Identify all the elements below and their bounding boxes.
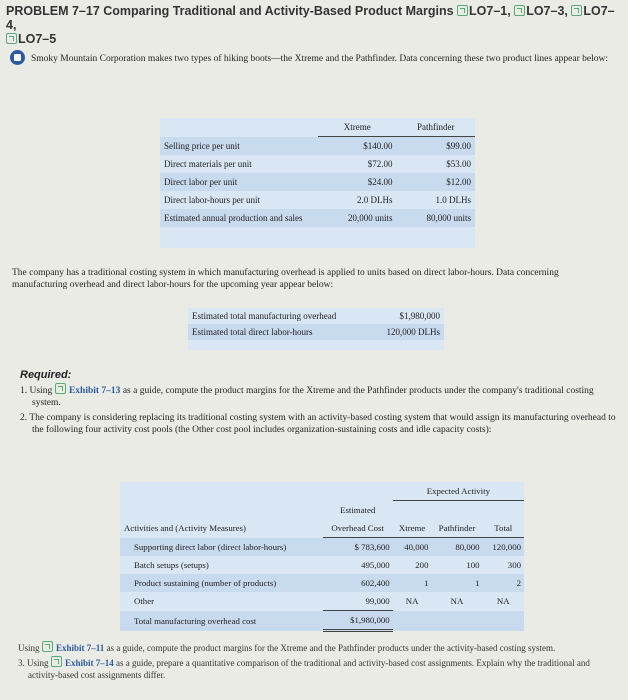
pathfinder-value: $12.00 bbox=[397, 173, 476, 191]
followup-list bbox=[6, 641, 618, 683]
item-text: as a guide, compute the product margins for the Xtreme and the Pathfinder products under the company's traditional costing system. bbox=[32, 386, 594, 408]
link-icon[interactable] bbox=[6, 33, 17, 44]
pathfinder-activity: NA bbox=[450, 596, 464, 607]
table-row bbox=[188, 308, 444, 324]
overhead-table bbox=[188, 308, 444, 350]
item-number: 2. bbox=[20, 413, 28, 423]
required-list bbox=[20, 383, 616, 439]
table-row bbox=[160, 137, 475, 156]
item-text: as a guide, compute the product margins for the Xtreme and the Pathfinder products under the activity-based costing system. bbox=[106, 643, 556, 653]
pathfinder-value: $99.00 bbox=[397, 137, 476, 156]
exhibit-link[interactable]: Exhibit 7–14 bbox=[65, 658, 114, 668]
overhead-cost: 495,000 bbox=[361, 560, 390, 570]
required-heading: Required: bbox=[20, 369, 72, 381]
row-value: 120,000 DLHs bbox=[386, 327, 440, 337]
table-row bbox=[120, 574, 524, 592]
xtreme-activity: 40,000 bbox=[393, 538, 432, 557]
row-label: Estimated total direct labor-hours bbox=[192, 327, 313, 337]
header-pathfinder: Pathfinder bbox=[397, 118, 476, 137]
table-row bbox=[160, 191, 475, 209]
problem-badge-icon bbox=[10, 50, 25, 65]
header-xtreme: Xtreme bbox=[318, 118, 397, 137]
pathfinder-value: $53.00 bbox=[446, 159, 471, 169]
activities-header: Activities and (Activity Measures) bbox=[124, 523, 246, 534]
problem-heading: PROBLEM 7–17 Comparing Traditional and Activity-Based Product Margins bbox=[6, 4, 454, 18]
intro-paragraph bbox=[10, 50, 616, 66]
total-activity: 120,000 bbox=[483, 538, 524, 557]
objective-2[interactable]: LO7–3, bbox=[526, 4, 568, 18]
link-icon[interactable] bbox=[514, 5, 525, 16]
overhead-cost-header: Overhead Cost bbox=[323, 519, 393, 538]
total-activity: 300 bbox=[507, 560, 521, 570]
list-item bbox=[20, 412, 616, 436]
row-label: Direct labor per unit bbox=[160, 173, 318, 191]
traditional-costing-paragraph: The company has a traditional costing system in which manufacturing overhead is applied to units based on direct labor-hours. Data concerning manufacturing overhead and direct labor-hours for the upcoming year appear below: bbox=[12, 268, 559, 290]
estimated-header: Estimated bbox=[340, 504, 376, 515]
expected-activity-header: Expected Activity bbox=[393, 482, 524, 501]
xtreme-activity: 1 bbox=[393, 574, 432, 592]
row-label: Selling price per unit bbox=[160, 137, 318, 156]
xtreme-value: $140.00 bbox=[318, 137, 397, 156]
overhead-cost: $1,980,000 bbox=[323, 611, 393, 631]
xtreme-header: Xtreme bbox=[393, 519, 432, 538]
row-value: $1,980,000 bbox=[399, 311, 440, 321]
activity-label: Batch setups (setups) bbox=[134, 560, 209, 570]
exhibit-link[interactable]: Exhibit 7–13 bbox=[68, 386, 121, 396]
item-number: 3. bbox=[18, 658, 25, 668]
pathfinder-header: Pathfinder bbox=[431, 519, 482, 538]
row-label: Estimated total manufacturing overhead bbox=[192, 311, 337, 321]
item-pre: Using bbox=[18, 643, 40, 653]
xtreme-value: 20,000 units bbox=[318, 209, 397, 227]
total-activity: NA bbox=[496, 596, 510, 607]
table-row bbox=[160, 173, 475, 191]
objective-3[interactable]: LO7–4, bbox=[6, 4, 615, 32]
list-item bbox=[20, 383, 616, 409]
table-row bbox=[120, 592, 524, 611]
row-label: Estimated annual production and sales bbox=[160, 209, 318, 227]
xtreme-activity: NA bbox=[405, 596, 419, 607]
exhibit-link-icon[interactable] bbox=[55, 383, 66, 394]
xtreme-value: $24.00 bbox=[318, 173, 397, 191]
activity-cost-table bbox=[120, 482, 524, 626]
list-item bbox=[6, 656, 618, 681]
xtreme-activity: 200 bbox=[415, 560, 429, 570]
item-pre: Using bbox=[27, 658, 49, 668]
objective-4[interactable]: LO7–5 bbox=[18, 32, 57, 46]
exhibit-link[interactable]: Exhibit 7–11 bbox=[56, 643, 105, 653]
list-item bbox=[6, 641, 618, 654]
row-label: Direct materials per unit bbox=[164, 159, 252, 169]
overhead-cost: $ 783,600 bbox=[323, 538, 393, 557]
activity-label: Supporting direct labor (direct labor-hours) bbox=[120, 538, 323, 557]
exhibit-link-icon[interactable] bbox=[42, 641, 53, 652]
overhead-cost: 602,400 bbox=[323, 574, 393, 592]
xtreme-value: $72.00 bbox=[367, 159, 393, 169]
item-pre: Using bbox=[29, 386, 53, 396]
problem-title bbox=[6, 4, 616, 46]
pathfinder-value: 80,000 units bbox=[397, 209, 476, 227]
pathfinder-activity: 80,000 bbox=[431, 538, 482, 557]
item-text: The company is considering replacing its traditional costing system with an activity-based costing system that would assign its manufacturing overhead to the following four activity cost pools (the Other cost pool includes organization-sustaining costs and idle capacity costs): bbox=[29, 413, 616, 435]
item-number: 1. bbox=[20, 386, 28, 396]
item-text: as a guide, prepare a quantitative comparison of the traditional and activity-based cost assignments. Explain why the traditional and activity-based cost assignments differ. bbox=[28, 658, 590, 680]
overhead-cost: 99,000 bbox=[323, 592, 393, 611]
table-row bbox=[120, 556, 524, 574]
product-data-table bbox=[160, 118, 475, 248]
activity-label: Total manufacturing overhead cost bbox=[120, 611, 323, 631]
table-row bbox=[160, 155, 475, 173]
pathfinder-activity: 100 bbox=[466, 560, 480, 570]
link-icon[interactable] bbox=[457, 5, 468, 16]
objective-1[interactable]: LO7–1, bbox=[469, 4, 511, 18]
table-row bbox=[120, 611, 524, 631]
exhibit-link-icon[interactable] bbox=[51, 656, 62, 667]
table-row bbox=[120, 538, 524, 557]
table-row bbox=[160, 209, 475, 227]
table-row bbox=[188, 324, 444, 340]
activity-label: Other bbox=[134, 596, 155, 607]
xtreme-value: 2.0 DLHs bbox=[357, 195, 393, 205]
activity-label: Product sustaining (number of products) bbox=[120, 574, 323, 592]
pathfinder-activity: 1 bbox=[431, 574, 482, 592]
total-activity: 2 bbox=[483, 574, 524, 592]
pathfinder-value: 1.0 DLHs bbox=[435, 195, 471, 205]
row-label: Direct labor-hours per unit bbox=[164, 195, 261, 205]
total-header: Total bbox=[483, 519, 524, 538]
link-icon[interactable] bbox=[571, 5, 582, 16]
intro-text: Smoky Mountain Corporation makes two types of hiking boots—the Xtreme and the Pathfinder. Data concerning these two product lines appear below: bbox=[31, 54, 608, 64]
